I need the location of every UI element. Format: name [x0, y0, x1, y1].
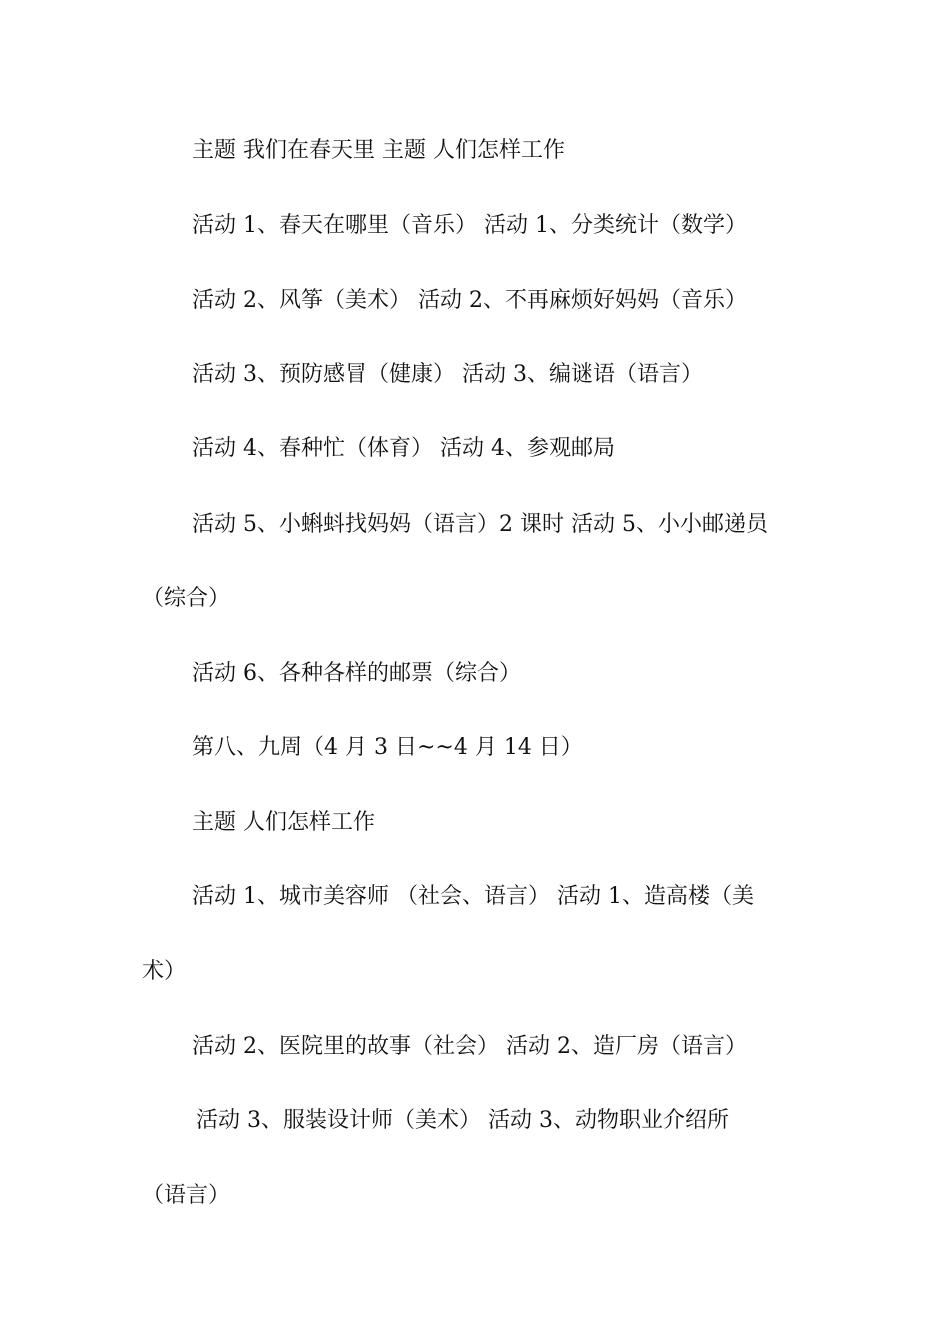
text-line-work-activity-3-continued: （语言） — [142, 1183, 231, 1208]
text-line-activity-6: 活动 6、各种各样的邮票（综合） — [192, 661, 521, 686]
text-line-activity-5: 活动 5、小蝌蚪找妈妈（语言）2 课时 活动 5、小小邮递员 — [192, 512, 768, 537]
text-line-work-activity-3: 活动 3、服装设计师（美术） 活动 3、动物职业介绍所 — [196, 1108, 729, 1133]
text-line-activity-4: 活动 4、春种忙（体育） 活动 4、参观邮局 — [192, 436, 615, 461]
text-line-theme-work: 主题 人们怎样工作 — [192, 810, 375, 835]
text-line-activity-1: 活动 1、春天在哪里（音乐） 活动 1、分类统计（数学） — [192, 213, 747, 238]
text-line-work-activity-1-continued: 术） — [142, 959, 187, 984]
text-line-activity-5-continued: （综合） — [142, 586, 231, 611]
text-line-work-activity-1: 活动 1、城市美容师 （社会、语言） 活动 1、造高楼（美 — [192, 884, 754, 909]
text-line-week-heading: 第八、九周（4 月 3 日~~4 月 14 日） — [192, 735, 583, 760]
text-line-activity-2: 活动 2、风筝（美术） 活动 2、不再麻烦好妈妈（音乐） — [192, 288, 747, 313]
text-line-theme-heading: 主题 我们在春天里 主题 人们怎样工作 — [192, 138, 565, 163]
text-line-work-activity-2: 活动 2、医院里的故事（社会） 活动 2、造厂房（语言） — [192, 1034, 747, 1059]
text-line-activity-3: 活动 3、预防感冒（健康） 活动 3、编谜语（语言） — [192, 362, 703, 387]
